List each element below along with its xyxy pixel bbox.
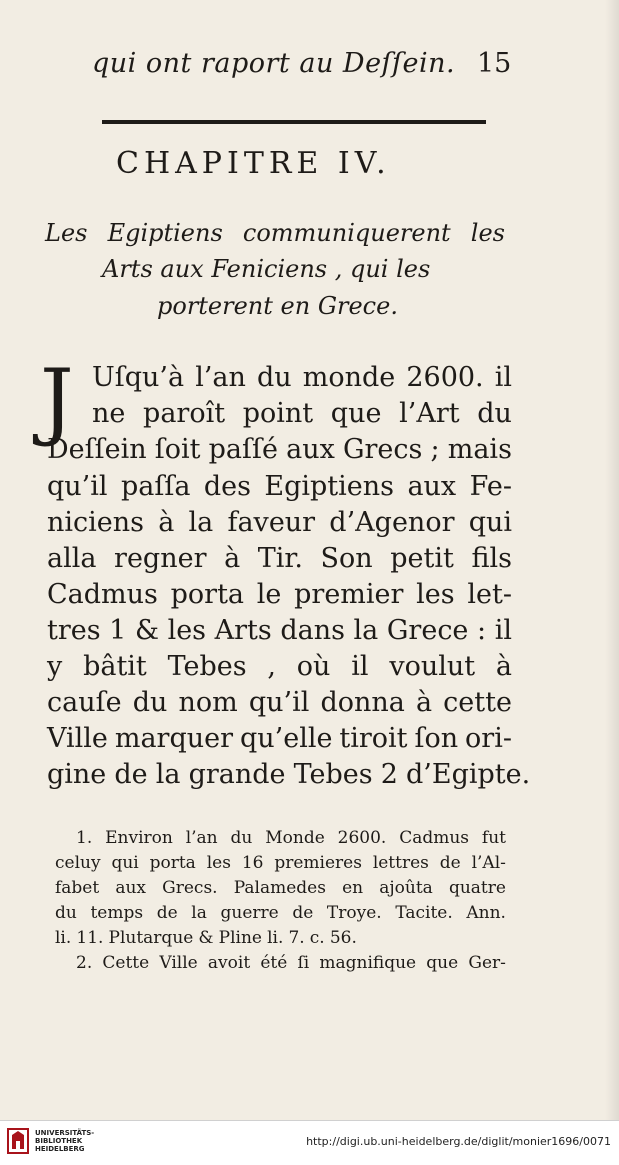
- body-word: la: [155, 759, 181, 790]
- footnote-word: Grecs.: [162, 878, 218, 898]
- body-word: aux: [286, 434, 335, 465]
- body-word: paſſé: [208, 434, 278, 465]
- footnote-word: guerre: [220, 903, 279, 923]
- body-word: donna: [320, 687, 405, 718]
- footnote-word: de: [292, 903, 314, 923]
- subtitle-word: Les: [45, 219, 88, 247]
- body-word: ;: [430, 434, 440, 465]
- footnote-word: 2600.: [337, 828, 387, 848]
- body-line: [47, 434, 512, 465]
- body-word: Egiptiens: [264, 471, 395, 502]
- body-line: [47, 543, 512, 574]
- footnote-word: 2.: [76, 953, 93, 973]
- body-word: Grece: [386, 615, 469, 646]
- footnote-word: porta: [149, 853, 196, 873]
- footnote-word: du: [55, 903, 77, 923]
- body-word: point: [242, 398, 314, 429]
- chapter-subtitle-line-1: [45, 219, 505, 247]
- body-word: qui: [468, 507, 512, 538]
- body-word: cauſe: [47, 687, 122, 718]
- body-word: Deſſein: [47, 434, 147, 465]
- heidelberg-library-logo-icon: [6, 1127, 30, 1155]
- footnote-word: 7.: [288, 928, 305, 948]
- footnote-word: 16: [241, 853, 264, 873]
- body-word: les: [416, 579, 455, 610]
- body-word: qu’il: [248, 687, 310, 718]
- footnote-word: du: [230, 828, 253, 848]
- library-name-line: UNIVERSITÄTS-: [35, 1129, 95, 1137]
- body-line: [47, 651, 512, 682]
- body-word: bâtit: [83, 651, 147, 682]
- body-line: [47, 507, 512, 538]
- body-word: Son: [320, 543, 373, 574]
- viewer-footer: [0, 1120, 619, 1165]
- body-word: la: [188, 507, 214, 538]
- body-word: dans: [280, 615, 345, 646]
- footnote-line: [76, 828, 506, 848]
- footnote-word: li.: [267, 928, 284, 948]
- header-rule: [102, 120, 486, 124]
- subtitle-word: les: [470, 219, 505, 247]
- subtitle-word: communiquerent: [242, 219, 451, 247]
- body-word: aux: [407, 471, 457, 502]
- footnote-word: en: [342, 878, 364, 898]
- body-line: [47, 687, 512, 718]
- body-word: d’Agenor: [329, 507, 455, 538]
- footnote-word: qui: [111, 853, 139, 873]
- body-word: du: [132, 687, 168, 718]
- body-line: [47, 471, 512, 502]
- body-word: Ville: [47, 723, 108, 754]
- body-word: let-: [467, 579, 512, 610]
- footnote-line: [55, 903, 506, 923]
- body-word: l’an: [195, 362, 246, 393]
- footnote-word: Monde: [265, 828, 325, 848]
- footnote-word: Tacite.: [395, 903, 453, 923]
- body-word: niciens: [47, 507, 145, 538]
- body-word: Tir.: [257, 543, 303, 574]
- body-line: [92, 362, 512, 393]
- footnote-word: Cadmus: [399, 828, 470, 848]
- body-word: Tebes: [167, 651, 247, 682]
- body-word: cette: [443, 687, 512, 718]
- footnote-word: 1.: [76, 828, 93, 848]
- body-word: alla: [47, 543, 97, 574]
- footnote-word: été: [260, 953, 288, 973]
- footnote-word: li.: [55, 928, 72, 948]
- body-word: paſſa: [120, 471, 191, 502]
- permalink-url[interactable]: http://digi.ub.uni-heidelberg.de/diglit/monier1696/0071: [306, 1135, 611, 1148]
- footnote-line: [76, 953, 506, 973]
- page-number: 15: [477, 48, 512, 79]
- body-word: ſon: [414, 723, 459, 754]
- body-word: des: [203, 471, 251, 502]
- footnote-word: 11.: [76, 928, 104, 948]
- body-word: regner: [114, 543, 207, 574]
- body-word: les: [167, 615, 207, 646]
- body-word: faveur: [227, 507, 316, 538]
- body-word: du: [477, 398, 512, 429]
- body-word: il: [351, 651, 369, 682]
- page-edge-shadow: [605, 0, 619, 1120]
- footnote-word: lettres: [372, 853, 429, 873]
- footnote-word: fabet: [55, 878, 100, 898]
- footnote-word: c.: [309, 928, 325, 948]
- footnote-word: l’an: [185, 828, 218, 848]
- footnote-word: ſi: [297, 953, 310, 973]
- body-word: Grecs: [342, 434, 423, 465]
- footnote-line: [55, 878, 506, 898]
- footnote-word: de: [439, 853, 461, 873]
- body-word: du: [256, 362, 292, 393]
- body-word: :: [477, 615, 487, 646]
- body-word: où: [296, 651, 331, 682]
- library-name-line: BIBLIOTHEK: [35, 1137, 83, 1145]
- footnote-word: Troye.: [326, 903, 382, 923]
- body-word: à: [158, 507, 175, 538]
- subtitle-word: Egiptiens: [107, 219, 223, 247]
- body-word: l’Art: [399, 398, 460, 429]
- footnote-word: Cette: [102, 953, 150, 973]
- body-word: tiroit: [339, 723, 408, 754]
- footnote-word: de: [156, 903, 178, 923]
- body-word: ſoit: [154, 434, 201, 465]
- body-word: y: [47, 651, 63, 682]
- footnote-word: Pline: [218, 928, 262, 948]
- footnote-word: Palamedes: [233, 878, 326, 898]
- library-name: [35, 1129, 94, 1153]
- footnote-word: quatre: [448, 878, 506, 898]
- body-word: la: [353, 615, 379, 646]
- body-word: marquer: [114, 723, 234, 754]
- body-word: qu’elle: [239, 723, 333, 754]
- running-head: qui ont raport au Deſſein.: [92, 48, 456, 79]
- footnote-word: 56.: [329, 928, 357, 948]
- body-word: premier: [294, 579, 404, 610]
- body-word: nom: [178, 687, 238, 718]
- body-word: Tebes: [293, 759, 373, 790]
- footnote-word: aux: [115, 878, 147, 898]
- body-line: [47, 759, 531, 790]
- footnote-word: la: [191, 903, 207, 923]
- chapter-subtitle-line-2: Arts aux Feniciens , qui les: [102, 255, 431, 283]
- footnote-word: les: [206, 853, 231, 873]
- body-word: fils: [471, 543, 512, 574]
- footnote-word: &: [198, 928, 214, 948]
- body-word: ne: [92, 398, 126, 429]
- body-word: &: [134, 615, 159, 646]
- body-word: mais: [447, 434, 512, 465]
- body-word: le: [256, 579, 282, 610]
- body-word: qu’il: [47, 471, 108, 502]
- body-word: 2: [380, 759, 398, 790]
- body-word: petit: [390, 543, 454, 574]
- footnote-word: celuy: [55, 853, 101, 873]
- body-word: à: [415, 687, 433, 718]
- chapter-subtitle-line-3: porterent en Grece.: [157, 292, 398, 320]
- body-word: voulut: [389, 651, 476, 682]
- footnote-word: l’Al-: [471, 853, 506, 873]
- body-word: monde: [302, 362, 396, 393]
- body-word: ori-: [465, 723, 512, 754]
- library-logo[interactable]: [6, 1127, 94, 1155]
- body-line: [92, 398, 512, 429]
- chapter-title: CHAPITRE IV.: [116, 146, 391, 181]
- body-word: gine: [47, 759, 107, 790]
- body-word: 2600.: [406, 362, 484, 393]
- body-word: Cadmus: [47, 579, 158, 610]
- footnote-word: que: [426, 953, 459, 973]
- footnote-word: fut: [481, 828, 506, 848]
- footnote-word: Ger-: [468, 953, 506, 973]
- footnote-word: temps: [90, 903, 144, 923]
- drop-cap: J: [40, 351, 74, 449]
- body-word: grande: [188, 759, 286, 790]
- body-line: [47, 615, 512, 646]
- body-word: d’Egipte.: [406, 759, 531, 790]
- body-word: Arts: [214, 615, 272, 646]
- body-word: 1: [109, 615, 127, 646]
- library-name-line: HEIDELBERG: [35, 1145, 85, 1153]
- body-word: ,: [267, 651, 276, 682]
- footnote-word: Ville: [159, 953, 198, 973]
- body-line: [47, 579, 512, 610]
- footnote-word: Environ: [105, 828, 173, 848]
- body-word: tres: [47, 615, 101, 646]
- body-line: [47, 723, 512, 754]
- body-word: Uſqu’à: [92, 362, 185, 393]
- body-word: à: [224, 543, 241, 574]
- body-word: il: [494, 615, 512, 646]
- body-word: de: [114, 759, 148, 790]
- footnote-word: avoit: [207, 953, 251, 973]
- footnote-word: ajoûta: [379, 878, 433, 898]
- body-word: à: [495, 651, 512, 682]
- footnote-word: Plutarque: [108, 928, 194, 948]
- footnote-word: Ann.: [466, 903, 506, 923]
- body-word: Fe-: [469, 471, 512, 502]
- footnote-line: [55, 853, 506, 873]
- footnote-word: premieres: [274, 853, 362, 873]
- body-word: que: [330, 398, 382, 429]
- body-word: il: [494, 362, 512, 393]
- body-word: porta: [170, 579, 245, 610]
- footnote-line: [55, 928, 355, 948]
- body-word: paroît: [143, 398, 226, 429]
- footnote-word: magnifique: [319, 953, 417, 973]
